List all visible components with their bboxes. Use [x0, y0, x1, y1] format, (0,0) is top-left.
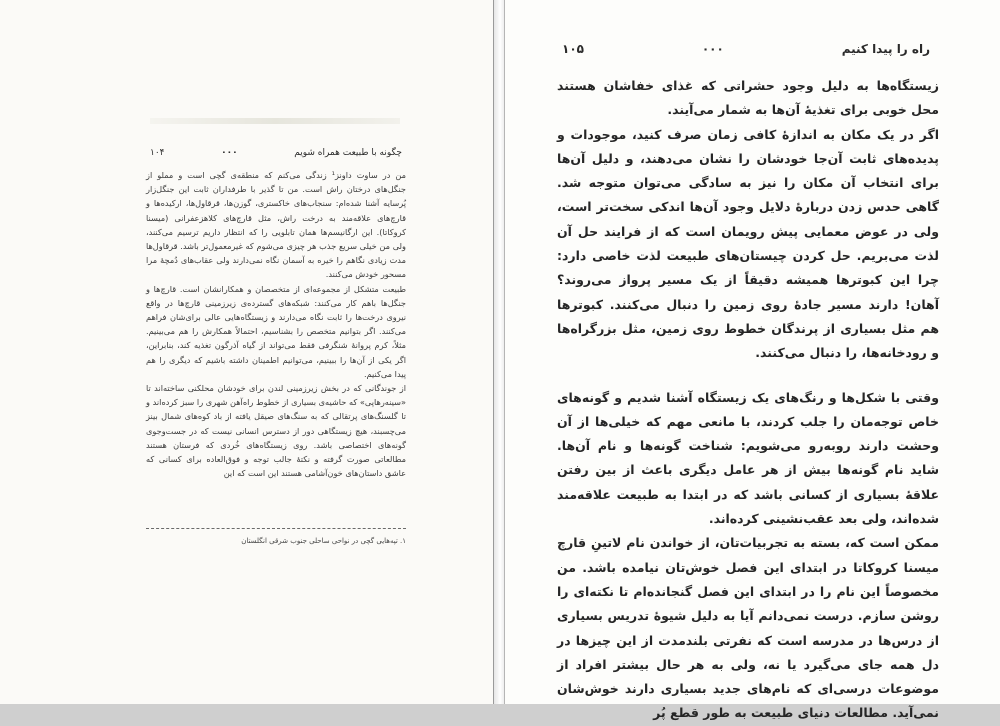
- bleed-through-text: [150, 118, 400, 124]
- page-number: ۱۰۴: [150, 148, 165, 158]
- running-title: چگونه با طبیعت همراه شویم: [294, 148, 402, 158]
- page-number: ۱۰۵: [562, 42, 584, 56]
- left-page-body: [146, 168, 406, 480]
- right-page-header: [562, 42, 930, 56]
- paragraph: طبیعت متشکل از مجموعه‌ای از متخصصان و همکارانشان است. قارچ‌ها و جنگل‌ها باهم کار می‌کنند: شبکه‌های گسترده‌ی زیرزمینی قارچ‌ها در واقع نیروی درخت‌ها را ثابت نگاه می‌دارند و زیستگاه‌هایی عالی برای‌شان فراهم می‌کنند. اگر بتوانیم متخصص را بشناسیم، احتمالاً همکارش را هم می‌بینیم. مثلاً، کرم پروانهٔ شنگرفی فقط می‌تواند از گیاه آذرگون تغذیه کند، بنابراین، اگر یکی از آن‌ها را ببینیم، می‌توانیم اطمینان داشته باشیم که دیگری را هم پیدا می‌کنیم.: [146, 283, 406, 379]
- footnote: ۱. تپه‌هایی گچی در نواحی ساحلی جنوب شرقی انگلستان: [241, 537, 406, 545]
- left-page-header: [150, 148, 402, 158]
- footnote-divider: [146, 528, 406, 529]
- paragraph: از جوندگانی که در بخش زیرزمینی لندن برای خودشان محلکنی ساخته‌اند تا «سینه‌رهاپی» که حاشیه‌ی بسیاری از خطوط راه‌آهن شهری را سبز کرده‌اند و تا گلسنگ‌های پرتقالی که به سنگ‌های صیقل یافته از باد کوه‌های شمال بینز می‌چسبند، هیچ زیستگاهی دور از دسترس انسانی نیست که در جست‌وجوی گونه‌های اختصاصی باشد. روی زیستگاه‌های خُردی که فرستان هستند مطالعاتی صورت گرفته و نکتهٔ جالب توجه و فوق‌العاده برای کسانی که عاشق داستان‌های خون‌آشامی هستند این است که این: [146, 383, 406, 479]
- right-page-body: [557, 74, 939, 726]
- left-page: [0, 0, 493, 704]
- header-ornament: ۰۰۰: [701, 42, 724, 56]
- right-page: [505, 0, 1000, 721]
- paragraph: ممکن است که، بسته به تجربیات‌تان، از خواندن نام لاتینِ قارچ میسنا کروکاتا در ابتدای این فصل خوش‌تان نیامده باشد. من مخصوصاً این نام را در ابتدای این فصل گنجانده‌ام تا نکته‌ای را روشن سازم. درست نمی‌دانم آیا به دلیل شیوهٔ تدریس بسیاری از درس‌ها در مدرسه است که نفرتی بلندمدت از این چیزها در دل همه جای می‌گیرد یا نه، ولی به هر حال بیشتر افراد از موضوعات درسی‌ای که نام‌های جدید بسیاری دارند خوش‌شان نمی‌آید. مطالعات دنیای طبیعت به طور قطع پُر: [557, 535, 939, 721]
- paragraph: زیستگاه‌ها به دلیل وجود حشراتی که غذای خفاشان هستند محل خوبی برای تغذیهٔ آن‌ها به شمار می‌آیند.: [557, 78, 939, 118]
- header-ornament: ۰۰۰: [221, 148, 238, 158]
- paragraph: وقتی با شکل‌ها و رنگ‌های یک زیستگاه آشنا شدیم و گونه‌های خاص توجه‌مان را جلب کردند، با مانعی مهم که خیلی‌ها از آن وحشت دارند روبه‌رو می‌شویم: شناخت گونه‌ها و نام آن‌ها. شاید نام گونه‌ها بیش از هر عامل دیگری باعث از بین رفتن علاقهٔ بسیاری از کسانی باشد که در ابتدا به طبیعت علاقه‌مند شده‌اند، ولی بعد عقب‌نشینی کرده‌اند.: [557, 389, 939, 527]
- paragraph: اگر در یک مکان به اندازهٔ کافی زمان صرف کنید، موجودات و پدیده‌های ثابت آن‌جا خودشان را نشان می‌دهند، و دلیل آن‌ها برای انتخاب آن مکان را نیز به سادگی می‌توان متوجه شد. گاهی حدس زدن دربارهٔ دلایل وجود آن‌ها اندکی سخت‌تر است، ولی در عوض معمایی پیش رویمان است که از فرایند حل آن لذت می‌بریم. حل کردن چیستان‌های طبیعت لذت خاصی دارد: چرا این کبوترها همیشه دقیقاً از یک مسیر پرواز می‌روند؟ آهان! دارند مسیر جادهٔ روی زمین را دنبال می‌کنند. کبوترها هم مثل بسیاری از پرندگان خطوط روی زمین، مثل بزرگراه‌ها و رودخانه‌ها، را دنبال می‌کنند.: [557, 126, 939, 361]
- paragraph: من در ساوت داونز¹ زندگی می‌کنم که منطقه‌ی گچی است و مملو از جنگل‌های درختان راش است. من تا گذیر با طرفداران ثابت این جنگل‌زار پُرسایه آشنا شده‌ام: سنجاب‌های خاکستری، گوزن‌ها، قرقاول‌ها، ارکیده‌ها و قارچ‌های علاقه‌مند به درخت راش، مثل قارچ‌های کلاهزعفرانی (میسنا کروکاتا). این ارگانیسم‌ها همان تابلویی را که انتظار داریم ترسیم می‌کنند، ولی من خیلی سریع جذب هر چیزی می‌شوم که غیرمعمول‌تر باشد. قرقاول‌ها مدت زیادی نگاهم را خیره به آسمان نگاه نمی‌دارند ولی عقاب‌های دُمچهٔ مرا مسحور خودش می‌کنند.: [146, 170, 406, 280]
- running-title: راه را پیدا کنیم: [841, 42, 930, 56]
- book-gutter: [493, 0, 505, 704]
